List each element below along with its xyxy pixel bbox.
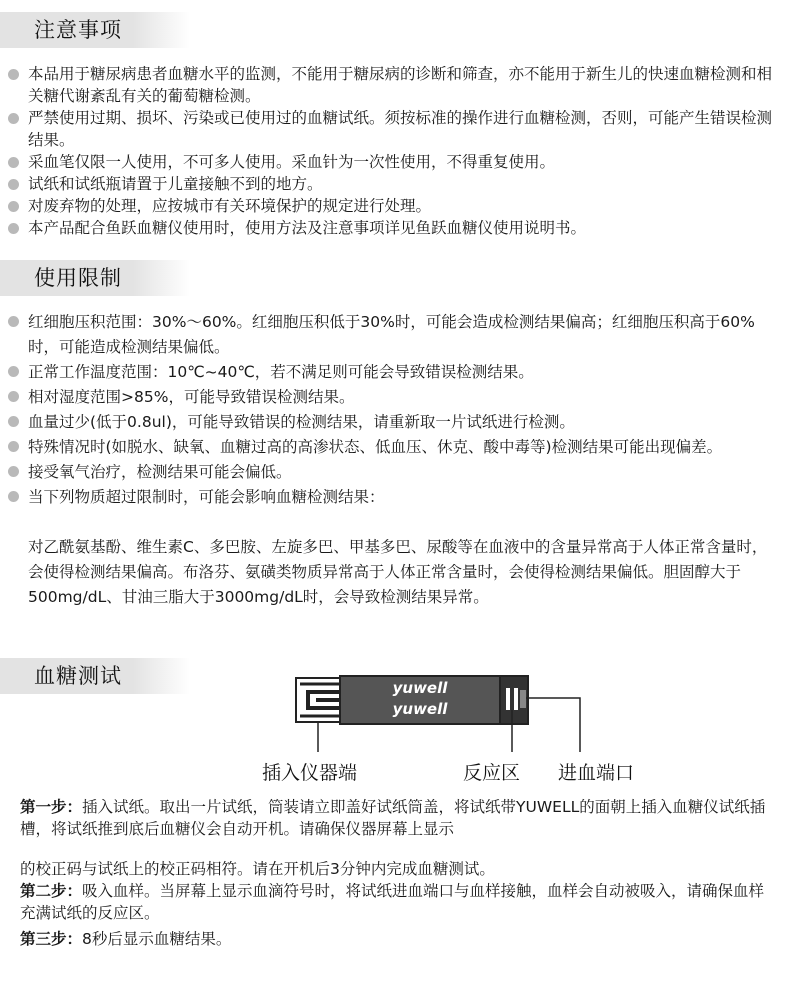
list-item: 当下列物质超过限制时，可能会影响血糖检测结果：	[8, 485, 778, 510]
step-3	[20, 928, 775, 950]
step-1	[20, 796, 775, 840]
list-item: 特殊情况时(如脱水、缺氧、血糖过高的高渗状态、低血压、休克、酸中毒等)检测结果可能出现偏差。	[8, 435, 778, 460]
step-label: 第二步：	[20, 882, 83, 900]
strip-insert-end	[296, 678, 342, 722]
step-label: 第三步：	[20, 930, 83, 948]
list-item: 相对湿度范围>85%，可能导致错误检测结果。	[8, 385, 778, 410]
step-2	[20, 880, 775, 924]
precautions-list	[8, 63, 778, 239]
section-title-glucose-test: 血糖测试	[0, 658, 190, 694]
list-item: 本品用于糖尿病患者血糖水平的监测，不能用于糖尿病的诊断和筛查，亦不能用于新生儿的快速血糖检测和相关糖代谢紊乱有关的葡萄糖检测。	[8, 63, 778, 107]
step-text: 插入试纸。取出一片试纸，筒装请立即盖好试纸筒盖，将试纸带YUWELL的面朝上插入血糖仪试纸插槽，将试纸推到底后血糖仪会自动开机。请确保仪器屏幕上显示	[20, 798, 766, 838]
section-title-usage-limits: 使用限制	[0, 260, 190, 296]
strip-brand-bottom: yuwell	[392, 700, 448, 718]
label-blood-inlet: 进血端口	[558, 762, 635, 784]
list-item: 红细胞压积范围：30%～60%。红细胞压积低于30%时，可能会造成检测结果偏高；红细胞压积高于60%时，可能造成检测结果偏低。	[8, 310, 778, 360]
list-item: 血量过少(低于0.8ul)，可能导致错误的检测结果，请重新取一片试纸进行检测。	[8, 410, 778, 435]
label-insert-end: 插入仪器端	[262, 762, 358, 784]
list-item: 对废弃物的处理，应按城市有关环境保护的规定进行处理。	[8, 195, 778, 217]
strip-brand-top: yuwell	[392, 679, 448, 697]
step-text: 的校正码与试纸上的校正码相符。请在开机后3分钟内完成血糖测试。	[20, 860, 495, 878]
list-item: 正常工作温度范围：10℃~40℃，若不满足则可能会导致错误检测结果。	[8, 360, 778, 385]
list-item: 严禁使用过期、损坏、污染或已使用过的血糖试纸。须按标准的操作进行血糖检测，否则，可能产生错误检测结果。	[8, 107, 778, 151]
list-item: 采血笔仅限一人使用，不可多人使用。采血针为一次性使用，不得重复使用。	[8, 151, 778, 173]
interfering-substances-paragraph: 对乙酰氨基酚、维生素C、多巴胺、左旋多巴、甲基多巴、尿酸等在血液中的含量异常高于人体正常含量时，会使得检测结果偏高。布洛芬、氨磺类物质异常高于人体正常含量时，会使得检测结果偏低。胆固醇大于500mg/dL、甘油三脂大于3000mg/dL时，会导致检测结果异常。	[28, 538, 768, 606]
strip-reaction-zone	[500, 676, 528, 724]
step-text: 8秒后显示血糖结果。	[82, 930, 232, 948]
step-label: 第一步：	[20, 798, 83, 816]
list-item: 接受氧气治疗，检测结果可能会偏低。	[8, 460, 778, 485]
usage-limits-list	[8, 310, 778, 510]
list-item: 本产品配合鱼跃血糖仪使用时，使用方法及注意事项详见鱼跃血糖仪使用说明书。	[8, 217, 778, 239]
list-item: 试纸和试纸瓶请置于儿童接触不到的地方。	[8, 173, 778, 195]
section-title-precautions: 注意事项	[0, 12, 190, 48]
step-1-continued	[20, 858, 775, 880]
label-reaction-zone: 反应区	[463, 762, 521, 784]
test-strip-diagram	[0, 668, 790, 778]
step-text: 吸入血样。当屏幕上显示血滴符号时，将试纸进血端口与血样接触，血样会自动被吸入，请确保血样充满试纸的反应区。	[20, 882, 765, 922]
